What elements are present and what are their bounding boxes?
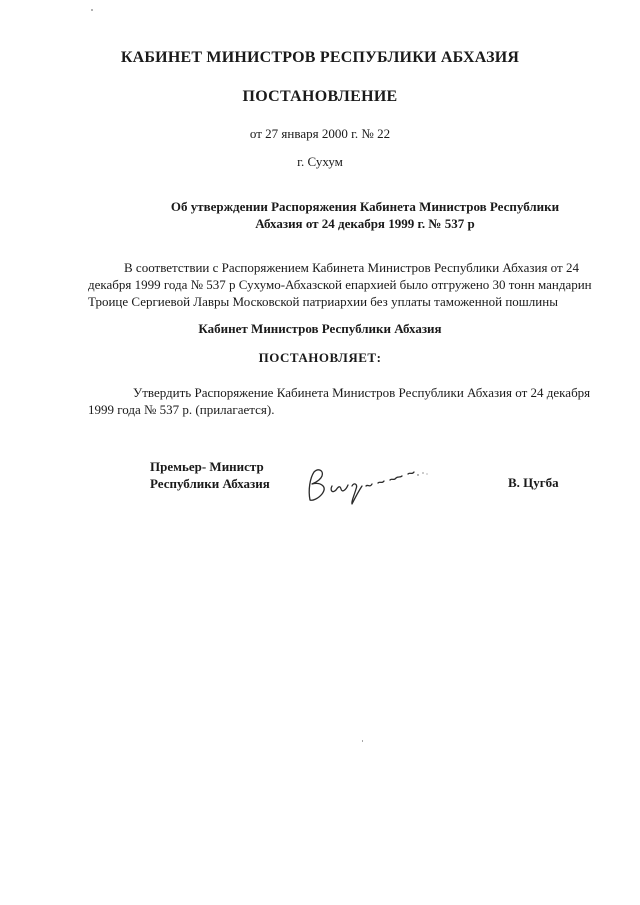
organization-heading: КАБИНЕТ МИНИСТРОВ РЕСПУБЛИКИ АБХАЗИЯ (120, 49, 520, 66)
signatory-title-line: Республики Абхазия (150, 476, 270, 491)
document-type-heading: ПОСТАНОВЛЕНИЕ (242, 88, 398, 105)
handwritten-signature (296, 456, 446, 508)
document-subject (150, 198, 580, 232)
decision-paragraph (88, 384, 598, 418)
decision-line: 1999 года № 537 р. (прилагается). (88, 402, 275, 417)
signatory-name: В. Цугба (508, 475, 559, 490)
preamble-line: В соответствии с Распоряжением Кабинета Министров Республики Абхазия от 24 (124, 260, 579, 275)
subject-line: Об утверждении Распоряжения Кабинета Министров Республики (170, 199, 560, 214)
scan-speck (91, 9, 93, 11)
preamble-line: декабря 1999 года № 537 р Сухумо-Абхазской епархией было отгружено 30 тонн мандарин (88, 277, 592, 292)
preamble-paragraph (88, 259, 598, 310)
signatory-title (150, 458, 270, 492)
signatory-title-line: Премьер- Министр (150, 459, 264, 474)
preamble-line: Троице Сергиевой Лавры Московской патриархии без уплаты таможенной пошлины (88, 294, 558, 309)
document-date-number: от 27 января 2000 г. № 22 (249, 126, 391, 141)
decrees-heading: ПОСТАНОВЛЯЕТ: (258, 350, 382, 365)
document-city: г. Сухум (297, 154, 343, 169)
issuing-body: Кабинет Министров Республики Абхазия (198, 321, 442, 336)
subject-line: Абхазия от 24 декабря 1999 г. № 537 р (255, 216, 475, 231)
decision-line: Утвердить Распоряжение Кабинета Министров Республики Абхазия от 24 декабря (133, 385, 591, 400)
scan-speck (362, 740, 363, 742)
